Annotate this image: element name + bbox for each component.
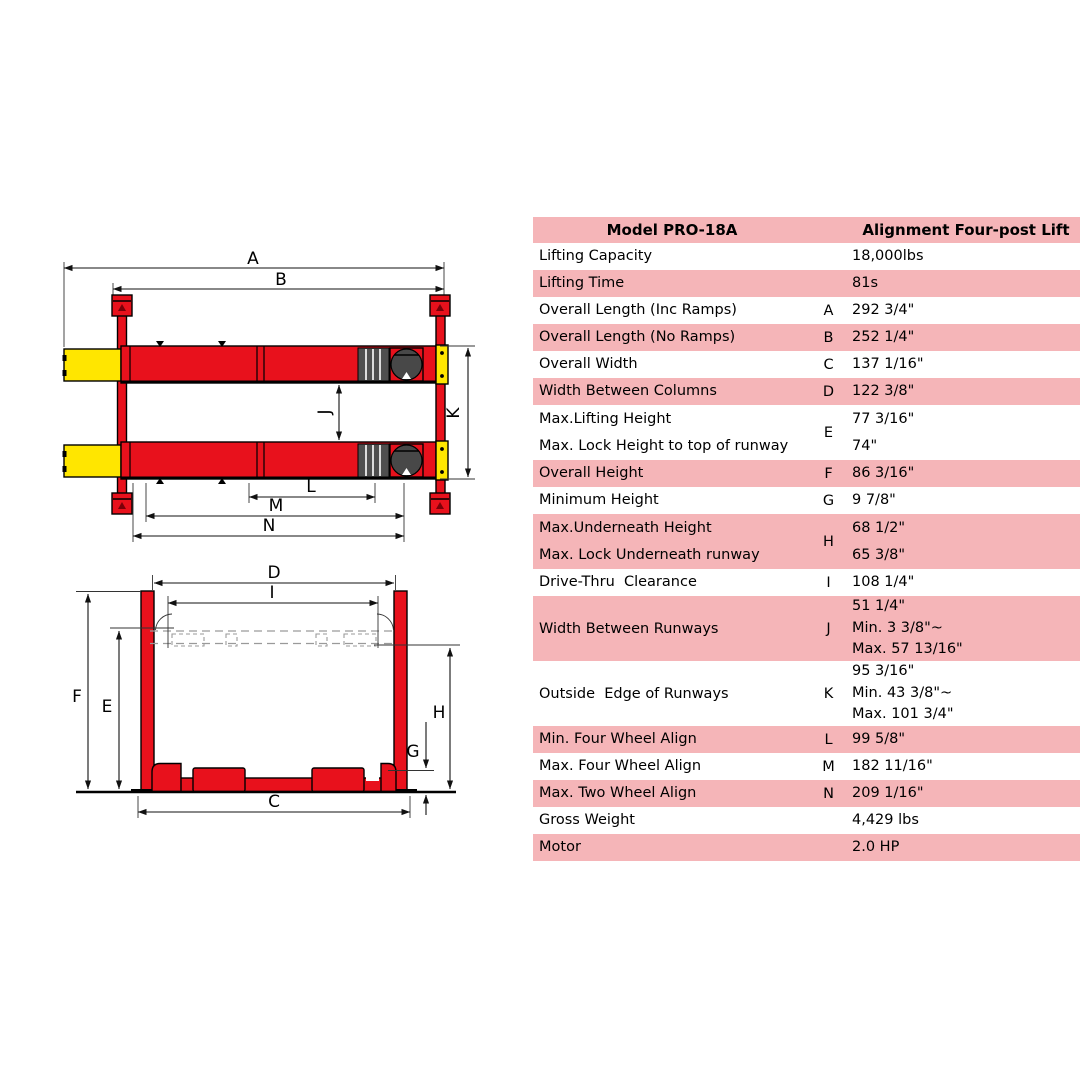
dim-letter: K (823, 685, 834, 702)
dim-I (168, 583, 378, 648)
right-column (394, 591, 407, 792)
dim-label-f: F (72, 687, 82, 707)
lowered-runway (152, 764, 396, 792)
spec-label: Width Between Runways (539, 620, 719, 637)
front-view-diagram (60, 550, 470, 828)
end-plate (436, 345, 448, 384)
spec-value: 77 3/16" (852, 410, 915, 427)
dim-letter (805, 807, 852, 834)
dim-label-n: N (262, 516, 276, 536)
spec-value: 99 5/8" (852, 731, 906, 747)
dim-letter: D (822, 383, 835, 400)
table-row (533, 324, 1080, 351)
spec-table-header (533, 217, 1080, 243)
spec-table-rows (533, 243, 1080, 861)
spec-label: Max.Underneath Height (539, 519, 712, 536)
dim-letter: B (823, 329, 834, 346)
table-row (533, 270, 1080, 297)
spec-value: 68 1/2" (852, 519, 906, 536)
spec-label: Max. Two Wheel Align (539, 785, 697, 801)
dim-letter (805, 270, 852, 297)
table-row (533, 378, 1080, 405)
dim-letter: H (823, 533, 834, 550)
dim-letter: I (826, 574, 831, 591)
table-row (533, 297, 1080, 324)
spec-value: 9 7/8" (852, 492, 896, 508)
spec-label: Min. Four Wheel Align (539, 731, 697, 747)
spec-label: Drive-Thru Clearance (539, 574, 697, 590)
spec-value: 65 3/8" (852, 546, 906, 563)
dim-letter: N (823, 785, 834, 802)
dim-letter: E (823, 424, 834, 441)
table-row (533, 405, 1080, 460)
spec-label: Overall Height (539, 465, 644, 481)
end-plate (436, 441, 448, 480)
spec-table (533, 217, 1080, 861)
dim-label-c: C (268, 792, 280, 812)
spec-label: Max. Four Wheel Align (539, 758, 702, 774)
column-bases (112, 295, 450, 514)
spec-label: Lifting Time (539, 275, 625, 291)
spec-label: Max. Lock Underneath runway (539, 546, 760, 563)
dim-letter: A (823, 302, 834, 319)
product-title: Alignment Four-post Lift (862, 221, 1070, 239)
dim-E (102, 631, 119, 789)
table-row (533, 514, 1080, 569)
dim-label-e: E (101, 697, 113, 717)
spec-value: 108 1/4" (852, 574, 915, 590)
dim-letter: F (824, 465, 833, 482)
dim-letter: G (822, 492, 835, 509)
runway-bottom (63, 441, 449, 484)
spec-value: 74" (852, 437, 878, 454)
spec-value: Max. 57 13/16" (852, 641, 963, 658)
table-row (533, 596, 1080, 661)
top-view-diagram (40, 240, 485, 550)
table-row (533, 460, 1080, 487)
spec-value: 209 1/16" (852, 785, 924, 801)
spec-value: 182 11/16" (852, 758, 933, 774)
base-plate (430, 295, 450, 316)
dim-letter: C (823, 356, 834, 373)
spec-value: Min. 43 3/8"~ (852, 684, 953, 701)
dim-label-m: M (268, 496, 284, 516)
latch-hook (377, 614, 394, 630)
base-plate (430, 493, 450, 514)
dim-B (113, 270, 444, 295)
dim-label-b: B (275, 270, 287, 290)
table-row (533, 569, 1080, 596)
spec-value: 2.0 HP (852, 839, 900, 855)
spec-value: 122 3/8" (852, 383, 915, 399)
spec-label: Minimum Height (539, 492, 659, 508)
table-row (533, 351, 1080, 378)
table-row (533, 726, 1080, 753)
model-name: Model PRO-18A (606, 221, 738, 239)
spec-value: 252 1/4" (852, 329, 915, 345)
spec-value: 51 1/4" (852, 598, 906, 615)
table-row (533, 834, 1080, 861)
dim-J (315, 385, 339, 440)
spec-label: Lifting Capacity (539, 248, 653, 264)
dim-label-i: I (269, 583, 275, 603)
spec-value: 81s (852, 275, 879, 291)
dim-label-g: G (406, 742, 420, 762)
table-row (533, 487, 1080, 514)
spec-label: Overall Length (Inc Ramps) (539, 302, 737, 318)
table-row (533, 661, 1080, 726)
dim-label-a: A (247, 249, 259, 269)
spec-label: Gross Weight (539, 812, 635, 828)
spec-value: 4,429 lbs (852, 812, 919, 828)
spec-label: Max. Lock Height to top of runway (539, 437, 789, 454)
spec-label: Width Between Columns (539, 383, 717, 399)
table-row (533, 243, 1080, 270)
dim-C (138, 792, 410, 818)
dim-letter (805, 243, 852, 270)
table-row (533, 807, 1080, 834)
spec-value: 292 3/4" (852, 302, 915, 318)
spec-value: Min. 3 3/8"~ (852, 619, 943, 636)
base-plate (112, 493, 132, 514)
ramp-top (64, 349, 121, 381)
left-column (141, 591, 154, 792)
dim-F (72, 592, 141, 790)
spec-value: Max. 101 3/4" (852, 706, 954, 723)
dim-letter: L (824, 731, 833, 748)
spec-value: 86 3/16" (852, 465, 915, 481)
dim-letter: M (822, 758, 835, 775)
dim-label-k: K (444, 407, 464, 419)
dim-letter (805, 834, 852, 861)
ramp-bottom (64, 445, 121, 477)
base-plate (112, 295, 132, 316)
dim-H (433, 648, 450, 789)
spec-label: Max.Lifting Height (539, 410, 672, 427)
spec-value: 137 1/16" (852, 356, 924, 372)
dim-label-j: J (315, 409, 335, 415)
runway-top (63, 341, 449, 384)
dim-label-l: L (306, 477, 316, 497)
spec-value: 95 3/16" (852, 663, 915, 680)
spec-label: Outside Edge of Runways (539, 685, 729, 702)
table-row (533, 780, 1080, 807)
spec-value: 18,000lbs (852, 248, 924, 264)
table-row (533, 753, 1080, 780)
spec-label: Overall Length (No Ramps) (539, 329, 736, 345)
dim-label-h: H (432, 703, 446, 723)
dim-label-d: D (267, 563, 281, 583)
spec-label: Overall Width (539, 356, 638, 372)
dim-letter: J (826, 620, 831, 637)
spec-label: Motor (539, 839, 581, 855)
